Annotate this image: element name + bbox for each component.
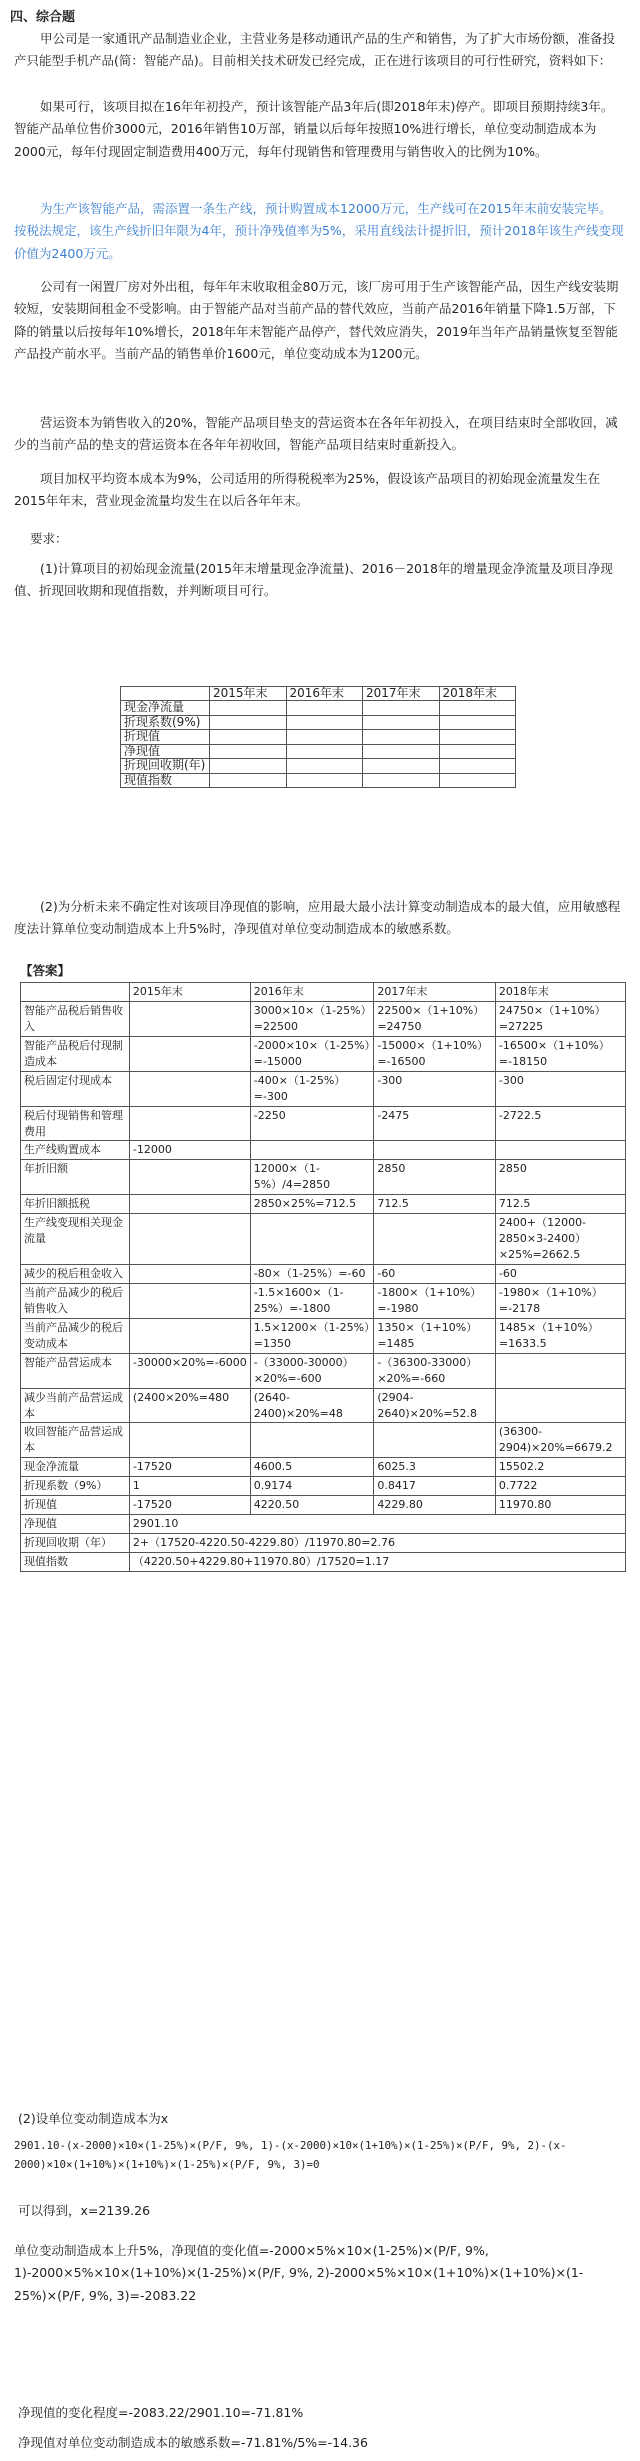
table-row	[21, 1388, 626, 1423]
answer-2-npv-change: 单位变动制造成本上升5%，净现值的变化值=-2000×5%×10×(1-25%)×(P/F, 9%, 1)-2000×5%×10×(1+10%)×(1-25%)×(P/F, 9%, 2)-2000×5%×10×(1+10%)×(1+10%)×(1-25%)×(P/F, 9%, 3)=-2083.22	[14, 2243, 584, 2303]
table-cell: -1800×（1+10%）=-1980	[374, 1283, 496, 1318]
table-header-row	[21, 983, 626, 1002]
table-row	[21, 1477, 626, 1496]
table-header-cell: 2016年末	[286, 687, 363, 701]
table-cell: 2+（17520-4220.50-4229.80）/11970.80=2.76	[129, 1534, 625, 1553]
row-label-cell: 折现值	[21, 1496, 130, 1515]
table-cell	[129, 1195, 250, 1214]
table-cell: 1	[129, 1477, 250, 1496]
answer-label: 【答案】	[20, 963, 71, 978]
row-label-cell: 生产线购置成本	[21, 1141, 130, 1160]
table-cell: 15502.2	[495, 1458, 625, 1477]
table-cell: 11970.80	[495, 1496, 625, 1515]
table-header-cell: 2015年末	[129, 983, 250, 1002]
table-header-cell: 2015年末	[210, 687, 287, 701]
table-cell	[250, 1423, 374, 1458]
table-cell: -（33000-30000）×20%=-600	[250, 1353, 374, 1388]
table-header-cell	[21, 983, 130, 1002]
table-cell	[374, 1423, 496, 1458]
answer-2-npv-degree: 净现值的变化程度=-2083.22/2901.10=-71.81%	[18, 2405, 304, 2420]
table-cell: -80×（1-25%）=-60	[250, 1265, 374, 1284]
table-cell: 折现值	[121, 730, 210, 744]
row-label-cell: 收回智能产品营运成本	[21, 1423, 130, 1458]
table-cell: 2850	[495, 1160, 625, 1195]
table-cell	[374, 1141, 496, 1160]
table-cell: 712.5	[374, 1195, 496, 1214]
row-label-cell: 智能产品营运成本	[21, 1353, 130, 1388]
table-cell: -60	[495, 1265, 625, 1284]
requirements-label: 要求：	[30, 531, 68, 546]
row-label-cell: 生产线变现相关现金流量	[21, 1214, 130, 1265]
table-cell: 折现回收期（年）	[21, 1534, 130, 1553]
table-row	[21, 1141, 626, 1160]
row-label-cell: 现金净流量	[21, 1458, 130, 1477]
table-cell	[374, 1214, 496, 1265]
table-header-cell: 2017年末	[363, 687, 440, 701]
table-header-cell: 2016年末	[250, 983, 374, 1002]
table-cell: -1980×（1+10%）=-2178	[495, 1283, 625, 1318]
table-cell	[129, 1106, 250, 1141]
table-cell: -300	[374, 1071, 496, 1106]
row-label-cell: 当前产品减少的税后销售收入	[21, 1283, 130, 1318]
table-cell: -60	[374, 1265, 496, 1284]
table-row	[21, 1160, 626, 1195]
table-cell: -2475	[374, 1106, 496, 1141]
blank-answer-table	[120, 686, 516, 788]
table-header-row	[121, 687, 516, 701]
table-cell: 6025.3	[374, 1458, 496, 1477]
row-label-cell: 税后付现销售和管理费用	[21, 1106, 130, 1141]
paragraph-working-capital: 营运资本为销售收入的20%，智能产品项目垫支的营运资本在各年年初投入，在项目结束时全部收回，减少的当前产品的垫支的营运资本在各年年初收回，智能产品项目结束时重新投入。	[14, 415, 618, 453]
table-cell	[129, 1071, 250, 1106]
requirement-2: (2)为分析未来不确定性对该项目净现值的影响，应用最大最小法计算变动制造成本的最大值，应用敏感程度法计算单位变动制造成本上升5%时，净现值对单位变动制造成本的敏感系数。	[14, 899, 621, 937]
table-cell: -16500×（1+10%）=-18150	[495, 1036, 625, 1071]
table-header-cell: 2018年末	[495, 983, 625, 1002]
table-cell	[250, 1141, 374, 1160]
table-cell	[495, 1388, 625, 1423]
table-cell: 4229.80	[374, 1496, 496, 1515]
table-header-cell	[121, 687, 210, 701]
row-label-cell: 年折旧额抵税	[21, 1195, 130, 1214]
answer-2-result: 可以得到，x=2139.26	[18, 2203, 151, 2218]
table-cell: (36300-2904)×20%=6679.2	[495, 1423, 625, 1458]
table-row	[21, 1036, 626, 1071]
table-row	[21, 1534, 626, 1553]
table-row	[21, 1515, 626, 1534]
row-label-cell: 智能产品税后付现制造成本	[21, 1036, 130, 1071]
table-cell: -1.5×1600×（1-25%）=-1800	[250, 1283, 374, 1318]
table-cell	[129, 1283, 250, 1318]
table-cell: 0.8417	[374, 1477, 496, 1496]
table-cell	[129, 1423, 250, 1458]
table-row	[121, 759, 516, 773]
table-row	[21, 1553, 626, 1572]
table-row	[21, 1106, 626, 1141]
table-row	[21, 1496, 626, 1515]
table-row	[121, 715, 516, 729]
table-cell: 1350×（1+10%）=1485	[374, 1318, 496, 1353]
section-title: 四、综合题	[10, 10, 76, 25]
table-cell: 净现值	[21, 1515, 130, 1534]
table-cell: -2250	[250, 1106, 374, 1141]
row-label-cell: 折现系数（9%）	[21, 1477, 130, 1496]
table-cell	[129, 1265, 250, 1284]
table-cell: -17520	[129, 1458, 250, 1477]
table-cell: 4600.5	[250, 1458, 374, 1477]
table-cell: -17520	[129, 1496, 250, 1515]
table-cell: 0.7722	[495, 1477, 625, 1496]
table-row	[21, 1195, 626, 1214]
table-cell: 现值指数	[121, 773, 210, 787]
answer-table	[20, 982, 626, 1572]
table-row	[121, 730, 516, 744]
table-cell	[495, 1353, 625, 1388]
table-row	[21, 1318, 626, 1353]
row-label-cell: 减少当前产品营运成本	[21, 1388, 130, 1423]
table-cell: (2640-2400)×20%=48	[250, 1388, 374, 1423]
answer-table-body	[21, 1001, 626, 1514]
paragraph-factory-rental: 公司有一闲置厂房对外出租，每年年末收取租金80万元，该厂房可用于生产该智能产品，因生产线安装期较短，安装期间租金不受影响。由于智能产品对当前产品的替代效应，当前产品2016年销量下降1.5万部，下降的销量以后按每年10%增长，2018年年末智能产品停产，替代效应消失，2019年当年产品销量恢复至智能产品投产前水平。当前产品的销售单价1600元，单位变动成本为1200元。	[14, 279, 619, 361]
table-row	[121, 744, 516, 758]
table-cell: -2000×10×（1-25%）=-15000	[250, 1036, 374, 1071]
table-cell: -（36300-33000）×20%=-660	[374, 1353, 496, 1388]
answer-2-sensitivity: 净现值对单位变动制造成本的敏感系数=-71.81%/5%=-14.36	[18, 2435, 368, 2450]
table-cell: （4220.50+4229.80+11970.80）/17520=1.17	[129, 1553, 625, 1572]
table-cell	[129, 1160, 250, 1195]
table-cell: -30000×20%=-6000	[129, 1353, 250, 1388]
table-cell: (2400×20%=480	[129, 1388, 250, 1423]
table-cell: 2400+（12000-2850×3-2400）×25%=2662.5	[495, 1214, 625, 1265]
table-cell: 折现回收期(年)	[121, 759, 210, 773]
requirement-1: (1)计算项目的初始现金流量(2015年末增量现金净流量)、2016－2018年的增量现金净流量及项目净现值、折现回收期和现值指数，并判断项目可行。	[14, 561, 613, 599]
table-row	[121, 773, 516, 787]
table-cell	[129, 1036, 250, 1071]
table-cell: -12000	[129, 1141, 250, 1160]
table-cell: 3000×10×（1-25%）=22500	[250, 1001, 374, 1036]
table-cell: 0.9174	[250, 1477, 374, 1496]
table-cell	[495, 1141, 625, 1160]
table-cell: -15000×（1+10%）=-16500	[374, 1036, 496, 1071]
table-cell: 2850×25%=712.5	[250, 1195, 374, 1214]
table-cell: -2722.5	[495, 1106, 625, 1141]
table-cell: 折现系数(9%)	[121, 715, 210, 729]
paragraph-cost-of-capital: 项目加权平均资本成本为9%，公司适用的所得税税率为25%，假设该产品项目的初始现金流量发生在2015年年末，营业现金流量均发生在以后各年年末。	[14, 471, 601, 509]
table-cell: 4220.50	[250, 1496, 374, 1515]
table-cell: 1485×（1+10%）=1633.5	[495, 1318, 625, 1353]
table-row	[21, 1353, 626, 1388]
table-cell: 现值指数	[21, 1553, 130, 1572]
table-row	[21, 1071, 626, 1106]
table-cell: 现金净流量	[121, 701, 210, 715]
row-label-cell: 减少的税后租金收入	[21, 1265, 130, 1284]
row-label-cell: 年折旧额	[21, 1160, 130, 1195]
row-label-cell: 智能产品税后销售收入	[21, 1001, 130, 1036]
table-cell: (2904-2640)×20%=52.8	[374, 1388, 496, 1423]
paragraph-production-line: 为生产该智能产品，需添置一条生产线，预计购置成本12000万元，生产线可在2015年末前安装完毕。按税法规定，该生产线折旧年限为4年，预计净残值率为5%，采用直线法计提折旧，预计2018年该生产线变现价值为2400万元。	[14, 201, 624, 261]
table-cell: 22500×（1+10%）=24750	[374, 1001, 496, 1036]
table-row	[21, 1265, 626, 1284]
table-cell: 净现值	[121, 744, 210, 758]
table-header-cell: 2017年末	[374, 983, 496, 1002]
paragraph-project-info: 如果可行，该项目拟在16年年初投产，预计该智能产品3年后(即2018年末)停产。即项目预期持续3年。智能产品单位售价3000元，2016年销售10万部，销量以后每年按照10%进行增长，单位变动制造成本为2000元，每年付现固定制造费用400万元，每年付现销售和管理费用与销售收入的比例为10%。	[14, 99, 614, 159]
table-row	[21, 1283, 626, 1318]
table-row	[21, 1423, 626, 1458]
table-row	[21, 1458, 626, 1477]
table-row	[21, 1214, 626, 1265]
table-header-cell: 2018年末	[439, 687, 516, 701]
table-row	[121, 701, 516, 715]
table-cell	[129, 1318, 250, 1353]
table-cell	[129, 1214, 250, 1265]
table-cell	[129, 1001, 250, 1036]
row-label-cell: 当前产品减少的税后变动成本	[21, 1318, 130, 1353]
table-cell	[250, 1214, 374, 1265]
answer-2-equation: 2901.10-(x-2000)×10×(1-25%)×(P/F, 9%, 1)-(x-2000)×10×(1+10%)×(1-25%)×(P/F, 9%, 2)-(x-2000)×10×(1+10%)×(1+10%)×(1-25%)×(P/F, 9%, 3)=0	[14, 2139, 567, 2172]
table-cell: -300	[495, 1071, 625, 1106]
table-cell: 1.5×1200×（1-25%）=1350	[250, 1318, 374, 1353]
table-cell: 12000×（1-5%）/4=2850	[250, 1160, 374, 1195]
table-cell: 24750×（1+10%）=27225	[495, 1001, 625, 1036]
table-row	[21, 1001, 626, 1036]
table-cell: 712.5	[495, 1195, 625, 1214]
table-cell: 2850	[374, 1160, 496, 1195]
answer-2-label: (2)设单位变动制造成本为x	[18, 2111, 169, 2126]
row-label-cell: 税后固定付现成本	[21, 1071, 130, 1106]
table-cell: -400×（1-25%）=-300	[250, 1071, 374, 1106]
intro-paragraph: 甲公司是一家通讯产品制造业企业，主营业务是移动通讯产品的生产和销售，为了扩大市场份额，准备投产只能型手机产品(简：智能产品)。目前相关技术研发已经完成，正在进行该项目的可行性研究，资料如下：	[14, 31, 616, 69]
table-cell: 2901.10	[129, 1515, 625, 1534]
